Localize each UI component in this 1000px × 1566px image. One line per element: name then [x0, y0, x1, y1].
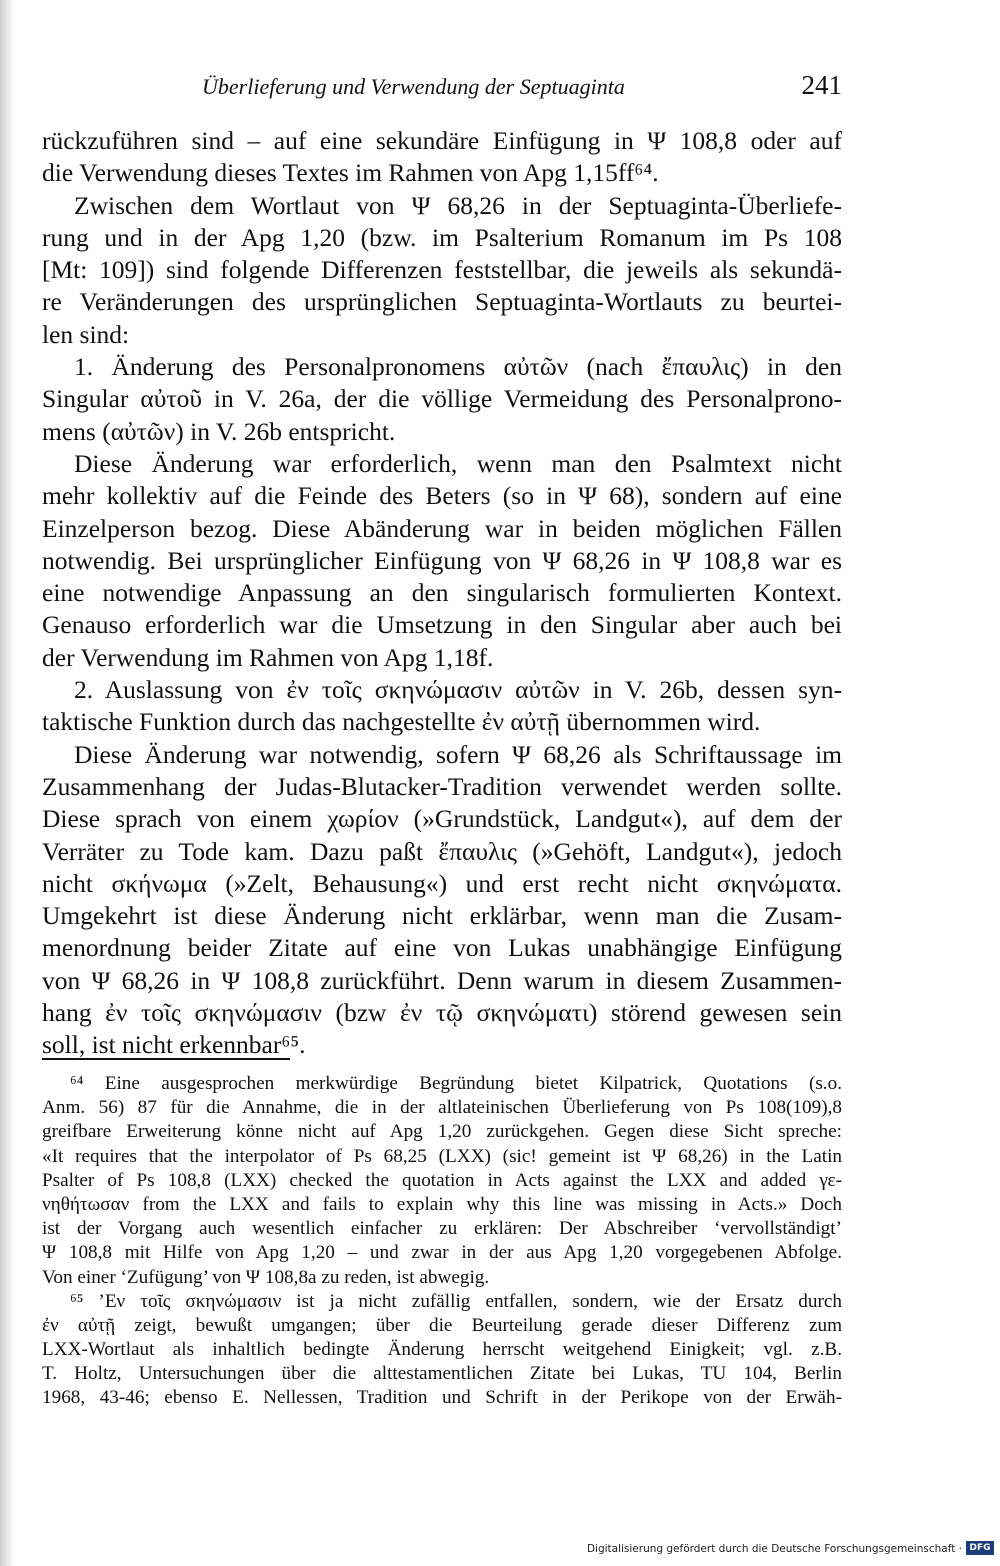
text-line: mens (αὐτῶν) in V. 26b entspricht. [42, 416, 396, 446]
main-text [42, 125, 842, 1062]
text-line: rung und in der Apg 1,20 (bzw. im Psalterium Romanum im Ps 108 [42, 222, 842, 252]
text-line: Verräter zu Tode kam. Dazu paßt ἔπαυλις (»Gehöft, Landgut«), jedoch [42, 836, 842, 866]
text-line: Einzelperson bezog. Diese Abänderung war in beiden möglichen Fällen [42, 513, 842, 543]
text-line: Diese sprach von einem χωρίον (»Grundstück, Landgut«), auf dem der [42, 804, 842, 834]
text-line: Singular αὐτοῦ in V. 26a, der die völlige Vermeidung des Personalprono- [42, 384, 842, 414]
footnote-line: 1968, 43-46; ebenso E. Nellessen, Tradition und Schrift in der Perikope von der Erwäh- [42, 1387, 842, 1409]
text-line: Zusammenhang der Judas-Blutacker-Tradition verwendet werden sollte. [42, 771, 842, 801]
text-line: Umgekehrt ist diese Änderung nicht erklärbar, wenn man die Zusam- [42, 901, 842, 931]
text-line: Zwischen dem Wortlaut von Ψ 68,26 in der Septuaginta-Überliefe- [74, 190, 842, 220]
footnote-line: ⁶⁴ Eine ausgesprochen merkwürdige Begründung bietet Kilpatrick, Quotations (s.o. [70, 1073, 842, 1094]
text-line: 2. Auslassung von ἐν τοῖς σκηνώμασιν αὐτῶν in V. 26b, dessen syn- [74, 675, 842, 705]
footnote-line: «It requires that the interpolator of Ps 68,25 (LXX) (sic! gemeint ist Ψ 68,26) in the Latin [42, 1145, 842, 1167]
footnote-line: ἐν αὐτῇ zeigt, bewußt umgangen; über die Beurteilung gerade dieser Differenz zum [42, 1314, 842, 1336]
text-line: nicht σκήνωμα (»Zelt, Behausung«) und erst recht nicht σκηνώματα. [42, 868, 842, 898]
text-line: taktische Funktion durch das nachgestellte ἐν αὐτῇ übernommen wird. [42, 707, 761, 737]
text-line: re Veränderungen des ursprünglichen Septuaginta-Wortlauts zu beurtei- [42, 287, 842, 317]
footnote-line: ist der Vorgang auch wesentlich einfacher zu erklären: Der Abschreiber ‘vervollständigt’ [42, 1218, 842, 1240]
text-line: [Mt: 109]) sind folgende Differenzen feststellbar, die jeweils als sekundä- [42, 255, 842, 285]
text-line: die Verwendung dieses Textes im Rahmen von Apg 1,15ff⁶⁴. [42, 158, 659, 188]
footnote-line: LXX-Wortlaut als inhaltlich bedingte Änderung herrscht weitgehend Einigkeit; vgl. z.B. [42, 1339, 842, 1361]
text-line: mehr kollektiv auf die Feinde des Beters (so in Ψ 68), sondern auf eine [42, 481, 842, 511]
footnote-line: T. Holtz, Untersuchungen über die alttestamentlichen Zitate bei Lukas, TU 104, Berlin [42, 1363, 842, 1385]
text-line: hang ἐν τοῖς σκηνώμασιν (bzw ἐν τῷ σκηνώματι) störend gewesen sein [42, 998, 842, 1028]
running-title: Überlieferung und Verwendung der Septuaginta [202, 74, 625, 99]
digitization-credit: Digitalisierung gefördert durch die Deutsche Forschungsgemeinschaft · [586, 1543, 962, 1555]
text-line: len sind: [42, 319, 130, 349]
footnote-line: ⁶⁵ ’Εν τοῖς σκηνώμασιν ist ja nicht zufällig entfallen, sondern, wie der Ersatz durch [70, 1290, 842, 1312]
text-line: von Ψ 68,26 in Ψ 108,8 zurückführt. Denn warum in diesem Zusammen- [42, 965, 842, 995]
scan-shadow [0, 0, 14, 1566]
text-line: notwendig. Bei ursprünglicher Einfügung von Ψ 68,26 in Ψ 108,8 war es [42, 545, 842, 575]
footnote-line: greifbare Erweiterung könne nicht auf Apg 1,20 zurückgehen. Gegen diese Sicht spreche: [42, 1121, 842, 1143]
text-line: rückzuführen sind – auf eine sekundäre Einfügung in Ψ 108,8 oder auf [42, 126, 842, 155]
page-header [42, 72, 842, 102]
text-line: soll, ist nicht erkennbar⁶⁵. [42, 1030, 306, 1060]
text-line: Diese Änderung war erforderlich, wenn man den Psalmtext nicht [74, 448, 842, 478]
text-line: Diese Änderung war notwendig, sofern Ψ 68,26 als Schriftaussage im [74, 739, 842, 769]
text-line: 1. Änderung des Personalpronomens αὐτῶν (nach ἔπαυλις) in den [74, 352, 842, 382]
footnote-line: Von einer ‘Zufügung’ von Ψ 108,8a zu reden, ist abwegig. [42, 1266, 490, 1288]
text-line: Genauso erforderlich war die Umsetzung in den Singular aber auch bei [42, 610, 842, 640]
text-line: eine notwendige Anpassung an den singularisch formulierten Kontext. [42, 578, 842, 608]
dfg-logo-icon: DFG [966, 1541, 994, 1555]
footnote-line: νηθήτωσαν from the LXX and fails to explain why this line was missing in Acts.» Doch [42, 1193, 842, 1215]
text-line: menordnung beider Zitate auf eine von Lukas unabhängige Einfügung [42, 933, 842, 963]
footnotes [42, 1072, 842, 1411]
text-line: der Verwendung im Rahmen von Apg 1,18f. [42, 642, 494, 672]
footnote-line: Anm. 56) 87 für die Annahme, die in der altlateinischen Überlieferung von Ps 108(109),8 [42, 1097, 842, 1119]
footnote-separator [42, 1058, 290, 1060]
footnote-line: Psalter of Ps 108,8 (LXX) checked the quotation in Acts against the LXX and added γε- [42, 1169, 842, 1191]
footnote-line: Ψ 108,8 mit Hilfe von Apg 1,20 – und zwar in der aus Apg 1,20 vorgegebenen Abfolge. [42, 1242, 842, 1264]
page-number: 241 [801, 70, 842, 100]
